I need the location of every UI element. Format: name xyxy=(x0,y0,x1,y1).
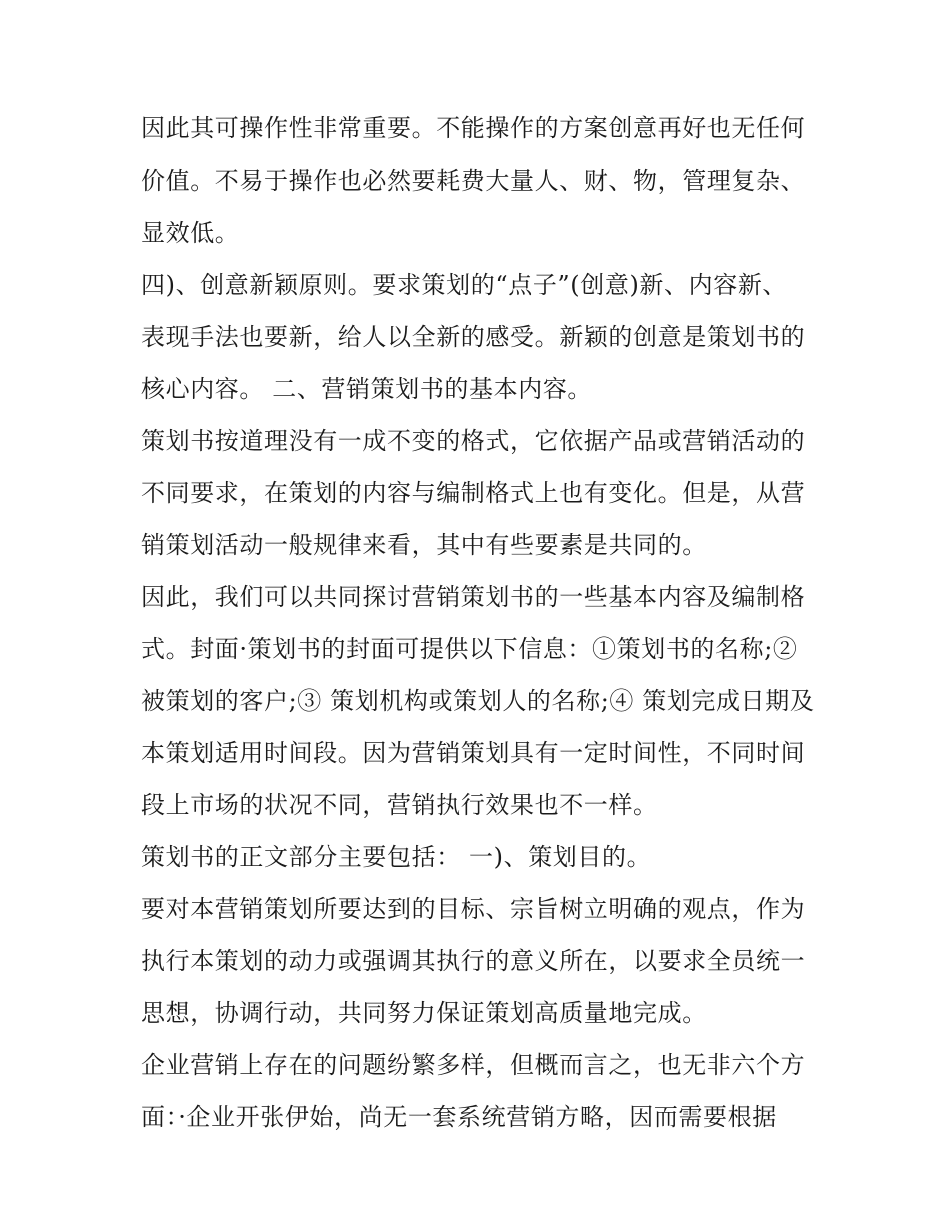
text-line: 被策划的客户;③ 策划机构或策划人的名称;④ 策划完成日期及 xyxy=(141,687,815,715)
text-line: 因此，我们可以共同探讨营销策划书的一些基本内容及编制格 xyxy=(141,583,806,611)
text-line: 企业营销上存在的问题纷繁多样，但概而言之，也无非六个方 xyxy=(141,1051,806,1079)
text-line: 段上市场的状况不同，营销执行效果也不一样。 xyxy=(141,791,658,819)
text-line: 执行本策划的动力或强调其执行的意义所在，以要求全员统一 xyxy=(141,947,806,975)
text-line: 不同要求，在策划的内容与编制格式上也有变化。但是，从营 xyxy=(141,479,806,507)
text-line: 要对本营销策划所要达到的目标、宗旨树立明确的观点，作为 xyxy=(141,895,806,923)
text-line: 表现手法也要新，给人以全新的感受。新颖的创意是策划书的 xyxy=(141,323,806,351)
text-line: 本策划适用时间段。因为营销策划具有一定时间性，不同时间 xyxy=(141,739,806,767)
text-line: 显效低。 xyxy=(141,219,240,247)
text-line: 因此其可操作性非常重要。不能操作的方案创意再好也无任何 xyxy=(141,114,806,142)
text-line: 四)、创意新颖原则。要求策划的“点子”(创意)新、内容新、 xyxy=(141,271,788,299)
text-line: 销策划活动一般规律来看，其中有些要素是共同的。 xyxy=(141,531,707,559)
text-line: 式。封面·策划书的封面可提供以下信息：①策划书的名称;② xyxy=(141,635,798,663)
text-line: 策划书按道理没有一成不变的格式，它依据产品或营销活动的 xyxy=(141,427,806,455)
text-line: 思想，协调行动，共同努力保证策划高质量地完成。 xyxy=(141,999,707,1027)
text-line: 策划书的正文部分主要包括： 一)、策划目的。 xyxy=(141,843,652,871)
text-line: 价值。不易于操作也必然要耗费大量人、财、物，管理复杂、 xyxy=(141,167,806,195)
text-line: 面：·企业开张伊始，尚无一套系统营销方略，因而需要根据 xyxy=(141,1103,777,1131)
text-line: 核心内容。 二、营销策划书的基本内容。 xyxy=(141,375,593,403)
